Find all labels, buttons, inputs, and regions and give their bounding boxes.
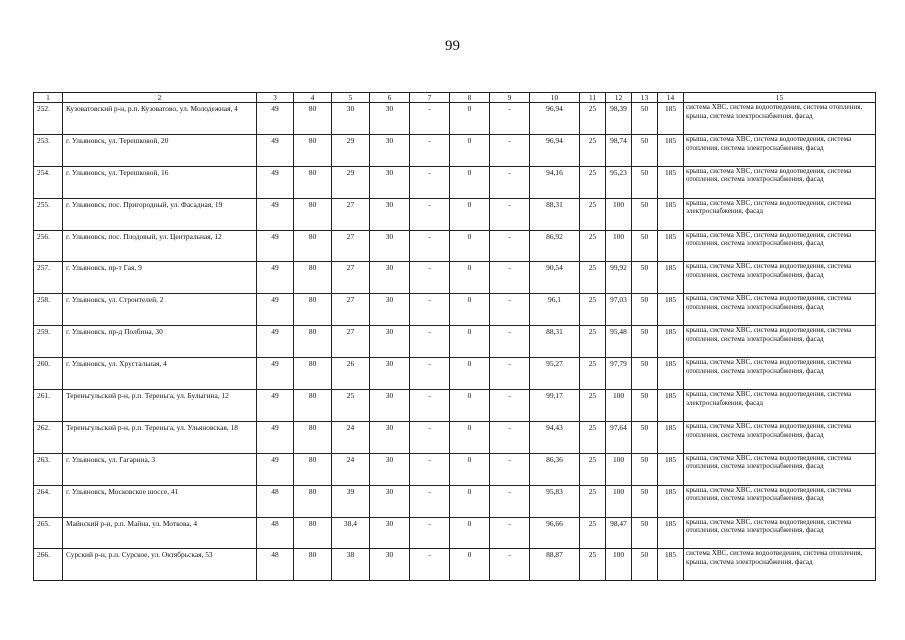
col5-cell: 29 <box>332 166 370 198</box>
col3-cell: 48 <box>257 517 294 549</box>
col5-cell: 26 <box>332 358 370 390</box>
col10-cell: 94,16 <box>530 166 580 198</box>
col6-cell: 30 <box>370 485 410 517</box>
col5-cell: 39 <box>332 485 370 517</box>
header-cell: 2 <box>63 93 257 103</box>
row-number: 261. <box>34 390 63 422</box>
col5-cell: 38,4 <box>332 517 370 549</box>
address-cell: г. Ульяновск, ул. Терешковой, 16 <box>63 166 257 198</box>
col12-cell: 99,92 <box>606 262 632 294</box>
address-cell: г. Ульяновск, ул. Гагарина, 3 <box>63 453 257 485</box>
col8-cell: 0 <box>450 166 490 198</box>
col10-cell: 88,31 <box>530 198 580 230</box>
col3-cell: 49 <box>257 453 294 485</box>
col14-cell: 185 <box>658 103 684 135</box>
col6-cell: 30 <box>370 421 410 453</box>
col4-cell: 80 <box>294 230 332 262</box>
col9-cell: - <box>490 485 530 517</box>
col12-cell: 100 <box>606 549 632 581</box>
col7-cell: - <box>410 358 450 390</box>
header-cell: 1 <box>34 93 63 103</box>
row-number: 252. <box>34 103 63 135</box>
col3-cell: 49 <box>257 262 294 294</box>
header-cell: 11 <box>580 93 606 103</box>
col11-cell: 25 <box>580 390 606 422</box>
works-cell: крыша, система ХВС, система водоотведения, система отопления, система электроснабжения, фасад <box>684 166 876 198</box>
col4-cell: 80 <box>294 390 332 422</box>
col11-cell: 25 <box>580 326 606 358</box>
table-row <box>34 517 876 549</box>
table-row <box>34 294 876 326</box>
col10-cell: 90,54 <box>530 262 580 294</box>
col11-cell: 25 <box>580 166 606 198</box>
col7-cell: - <box>410 230 450 262</box>
header-cell: 3 <box>257 93 294 103</box>
header-cell: 4 <box>294 93 332 103</box>
table-row <box>34 230 876 262</box>
col7-cell: - <box>410 549 450 581</box>
col12-cell: 98,39 <box>606 103 632 135</box>
header-cell: 7 <box>410 93 450 103</box>
col7-cell: - <box>410 262 450 294</box>
col4-cell: 80 <box>294 549 332 581</box>
col8-cell: 0 <box>450 517 490 549</box>
col6-cell: 30 <box>370 230 410 262</box>
header-cell: 8 <box>450 93 490 103</box>
col14-cell: 185 <box>658 134 684 166</box>
header-cell: 12 <box>606 93 632 103</box>
row-number: 256. <box>34 230 63 262</box>
col8-cell: 0 <box>450 358 490 390</box>
col4-cell: 80 <box>294 421 332 453</box>
row-number: 257. <box>34 262 63 294</box>
table-row <box>34 485 876 517</box>
col14-cell: 185 <box>658 517 684 549</box>
col10-cell: 99,17 <box>530 390 580 422</box>
table-row <box>34 326 876 358</box>
col9-cell: - <box>490 166 530 198</box>
works-cell: крыша, система ХВС, система водоотведения, система отопления, система электроснабжения, фасад <box>684 453 876 485</box>
col5-cell: 27 <box>332 262 370 294</box>
col5-cell: 27 <box>332 294 370 326</box>
col8-cell: 0 <box>450 230 490 262</box>
col6-cell: 30 <box>370 198 410 230</box>
col11-cell: 25 <box>580 549 606 581</box>
col12-cell: 98,47 <box>606 517 632 549</box>
col3-cell: 49 <box>257 230 294 262</box>
col12-cell: 100 <box>606 485 632 517</box>
col14-cell: 185 <box>658 358 684 390</box>
col8-cell: 0 <box>450 134 490 166</box>
address-cell: г. Ульяновск, ул. Терешковой, 20 <box>63 134 257 166</box>
works-cell: крыша, система ХВС, система водоотведения, система отопления, система электроснабжения, фасад <box>684 358 876 390</box>
address-cell: Кузоватовский р-н, р.п. Кузоватово, ул. Молодежная, 4 <box>63 103 257 135</box>
address-cell: г. Ульяновск, ул. Хрустальная, 4 <box>63 358 257 390</box>
col8-cell: 0 <box>450 326 490 358</box>
col4-cell: 80 <box>294 294 332 326</box>
col4-cell: 80 <box>294 358 332 390</box>
col11-cell: 25 <box>580 134 606 166</box>
col13-cell: 50 <box>632 326 658 358</box>
col4-cell: 80 <box>294 517 332 549</box>
col9-cell: - <box>490 326 530 358</box>
col4-cell: 80 <box>294 326 332 358</box>
table-row <box>34 262 876 294</box>
address-cell: Тереньгульский р-н, р.п. Тереньга, ул. Ульяновская, 18 <box>63 421 257 453</box>
col7-cell: - <box>410 326 450 358</box>
col9-cell: - <box>490 549 530 581</box>
col12-cell: 95,23 <box>606 166 632 198</box>
works-cell: крыша, система ХВС, система водоотведения, система отопления, система электроснабжения, фасад <box>684 485 876 517</box>
col10-cell: 94,43 <box>530 421 580 453</box>
table-row <box>34 549 876 581</box>
row-number: 259. <box>34 326 63 358</box>
col6-cell: 30 <box>370 453 410 485</box>
col7-cell: - <box>410 517 450 549</box>
col14-cell: 185 <box>658 549 684 581</box>
col11-cell: 25 <box>580 230 606 262</box>
works-cell: система ХВС, система водоотведения, система отопления, крыша, система электроснабжения, фасад <box>684 549 876 581</box>
address-cell: г. Ульяновск, Московское шоссе, 41 <box>63 485 257 517</box>
col12-cell: 97,64 <box>606 421 632 453</box>
col3-cell: 49 <box>257 326 294 358</box>
col5-cell: 38 <box>332 549 370 581</box>
works-cell: крыша, система ХВС, система водоотведения, система электроснабжения, фасад <box>684 390 876 422</box>
col7-cell: - <box>410 453 450 485</box>
col9-cell: - <box>490 294 530 326</box>
col4-cell: 80 <box>294 198 332 230</box>
col6-cell: 30 <box>370 166 410 198</box>
col13-cell: 50 <box>632 134 658 166</box>
col14-cell: 185 <box>658 262 684 294</box>
col6-cell: 30 <box>370 358 410 390</box>
col9-cell: - <box>490 421 530 453</box>
col5-cell: 24 <box>332 453 370 485</box>
address-cell: г. Ульяновск, пр-д Полбина, 30 <box>63 326 257 358</box>
table-row <box>34 198 876 230</box>
col7-cell: - <box>410 103 450 135</box>
works-cell: крыша, система ХВС, система водоотведения, система отопления, система электроснабжения, фасад <box>684 517 876 549</box>
col9-cell: - <box>490 390 530 422</box>
col3-cell: 49 <box>257 198 294 230</box>
col4-cell: 80 <box>294 262 332 294</box>
address-cell: г. Ульяновск, ул. Строителей, 2 <box>63 294 257 326</box>
table-row <box>34 453 876 485</box>
col13-cell: 50 <box>632 358 658 390</box>
col13-cell: 50 <box>632 294 658 326</box>
col6-cell: 30 <box>370 262 410 294</box>
col13-cell: 50 <box>632 166 658 198</box>
col8-cell: 0 <box>450 198 490 230</box>
header-cell: 14 <box>658 93 684 103</box>
works-cell: крыша, система ХВС, система водоотведения, система электроснабжения, фасад <box>684 198 876 230</box>
col13-cell: 50 <box>632 103 658 135</box>
col6-cell: 30 <box>370 134 410 166</box>
col6-cell: 30 <box>370 326 410 358</box>
col9-cell: - <box>490 230 530 262</box>
header-cell: 15 <box>684 93 876 103</box>
col12-cell: 100 <box>606 390 632 422</box>
col14-cell: 185 <box>658 421 684 453</box>
works-cell: крыша, система ХВС, система водоотведения, система отопления, система электроснабжения, фасад <box>684 421 876 453</box>
page-number: 99 <box>445 38 460 54</box>
col5-cell: 29 <box>332 134 370 166</box>
header-cell: 9 <box>490 93 530 103</box>
col4-cell: 80 <box>294 485 332 517</box>
col12-cell: 100 <box>606 453 632 485</box>
col12-cell: 100 <box>606 230 632 262</box>
col14-cell: 185 <box>658 166 684 198</box>
col13-cell: 50 <box>632 485 658 517</box>
col4-cell: 80 <box>294 134 332 166</box>
col12-cell: 97,79 <box>606 358 632 390</box>
col3-cell: 48 <box>257 485 294 517</box>
col6-cell: 30 <box>370 549 410 581</box>
col13-cell: 50 <box>632 549 658 581</box>
col11-cell: 25 <box>580 421 606 453</box>
col13-cell: 50 <box>632 262 658 294</box>
address-cell: г. Ульяновск, пос. Пригородный, ул. Фасадная, 19 <box>63 198 257 230</box>
col7-cell: - <box>410 421 450 453</box>
col14-cell: 185 <box>658 326 684 358</box>
col10-cell: 88,87 <box>530 549 580 581</box>
table-row <box>34 421 876 453</box>
col9-cell: - <box>490 262 530 294</box>
col11-cell: 25 <box>580 294 606 326</box>
table-row <box>34 103 876 135</box>
col3-cell: 49 <box>257 294 294 326</box>
col14-cell: 185 <box>658 485 684 517</box>
row-number: 266. <box>34 549 63 581</box>
col8-cell: 0 <box>450 485 490 517</box>
works-cell: крыша, система ХВС, система водоотведения, система отопления, система электроснабжения, фасад <box>684 134 876 166</box>
col7-cell: - <box>410 294 450 326</box>
col9-cell: - <box>490 134 530 166</box>
col4-cell: 80 <box>294 166 332 198</box>
col13-cell: 50 <box>632 230 658 262</box>
col14-cell: 185 <box>658 198 684 230</box>
col5-cell: 30 <box>332 103 370 135</box>
col3-cell: 48 <box>257 549 294 581</box>
header-cell: 5 <box>332 93 370 103</box>
works-cell: система ХВС, система водоотведения, система отопления, крыша, система электроснабжения, фасад <box>684 103 876 135</box>
col12-cell: 98,74 <box>606 134 632 166</box>
col9-cell: - <box>490 358 530 390</box>
col13-cell: 50 <box>632 421 658 453</box>
col7-cell: - <box>410 485 450 517</box>
col14-cell: 185 <box>658 230 684 262</box>
col11-cell: 25 <box>580 517 606 549</box>
col8-cell: 0 <box>450 549 490 581</box>
col10-cell: 95,27 <box>530 358 580 390</box>
header-cell: 13 <box>632 93 658 103</box>
address-cell: Тереньгульский р-н, р.п. Тереньга, ул. Булыгина, 12 <box>63 390 257 422</box>
col10-cell: 88,31 <box>530 326 580 358</box>
col7-cell: - <box>410 198 450 230</box>
col10-cell: 86,92 <box>530 230 580 262</box>
col6-cell: 30 <box>370 517 410 549</box>
works-cell: крыша, система ХВС, система водоотведения, система отопления, система электроснабжения, фасад <box>684 230 876 262</box>
header-cell: 10 <box>530 93 580 103</box>
row-number: 262. <box>34 421 63 453</box>
col7-cell: - <box>410 166 450 198</box>
col11-cell: 25 <box>580 103 606 135</box>
col5-cell: 27 <box>332 198 370 230</box>
col3-cell: 49 <box>257 134 294 166</box>
col11-cell: 25 <box>580 198 606 230</box>
works-cell: крыша, система ХВС, система водоотведения, система отопления, система электроснабжения, фасад <box>684 262 876 294</box>
col6-cell: 30 <box>370 390 410 422</box>
col10-cell: 96,1 <box>530 294 580 326</box>
col6-cell: 30 <box>370 294 410 326</box>
col7-cell: - <box>410 134 450 166</box>
col8-cell: 0 <box>450 453 490 485</box>
row-number: 264. <box>34 485 63 517</box>
col3-cell: 49 <box>257 390 294 422</box>
col9-cell: - <box>490 517 530 549</box>
col9-cell: - <box>490 103 530 135</box>
table-row <box>34 358 876 390</box>
col6-cell: 30 <box>370 103 410 135</box>
col5-cell: 25 <box>332 390 370 422</box>
row-number: 260. <box>34 358 63 390</box>
col11-cell: 25 <box>580 358 606 390</box>
col5-cell: 27 <box>332 230 370 262</box>
row-number: 254. <box>34 166 63 198</box>
table-row <box>34 390 876 422</box>
col9-cell: - <box>490 453 530 485</box>
row-number: 258. <box>34 294 63 326</box>
col11-cell: 25 <box>580 485 606 517</box>
col12-cell: 97,03 <box>606 294 632 326</box>
col11-cell: 25 <box>580 453 606 485</box>
row-number: 253. <box>34 134 63 166</box>
address-cell: г. Ульяновск, пос. Плодовый, ул. Центральная, 12 <box>63 230 257 262</box>
header-row <box>34 93 876 103</box>
table-row <box>34 166 876 198</box>
col10-cell: 86,36 <box>530 453 580 485</box>
col13-cell: 50 <box>632 390 658 422</box>
col8-cell: 0 <box>450 421 490 453</box>
col8-cell: 0 <box>450 262 490 294</box>
col10-cell: 96,94 <box>530 134 580 166</box>
col10-cell: 95,83 <box>530 485 580 517</box>
col3-cell: 49 <box>257 103 294 135</box>
row-number: 263. <box>34 453 63 485</box>
col10-cell: 96,94 <box>530 103 580 135</box>
col13-cell: 50 <box>632 517 658 549</box>
row-number: 265. <box>34 517 63 549</box>
works-cell: крыша, система ХВС, система водоотведения, система отопления, система электроснабжения, фасад <box>684 326 876 358</box>
col14-cell: 185 <box>658 294 684 326</box>
col14-cell: 185 <box>658 453 684 485</box>
col12-cell: 100 <box>606 198 632 230</box>
buildings-table <box>33 92 876 581</box>
col14-cell: 185 <box>658 390 684 422</box>
col11-cell: 25 <box>580 262 606 294</box>
col3-cell: 49 <box>257 421 294 453</box>
col4-cell: 80 <box>294 103 332 135</box>
col8-cell: 0 <box>450 390 490 422</box>
table-row <box>34 134 876 166</box>
address-cell: Майнский р-н, р.п. Майна, ул. Моткова, 4 <box>63 517 257 549</box>
col13-cell: 50 <box>632 453 658 485</box>
col4-cell: 80 <box>294 453 332 485</box>
row-number: 255. <box>34 198 63 230</box>
col7-cell: - <box>410 390 450 422</box>
col8-cell: 0 <box>450 103 490 135</box>
col13-cell: 50 <box>632 198 658 230</box>
col8-cell: 0 <box>450 294 490 326</box>
col9-cell: - <box>490 198 530 230</box>
works-cell: крыша, система ХВС, система водоотведения, система отопления, система электроснабжения, фасад <box>684 294 876 326</box>
col12-cell: 95,48 <box>606 326 632 358</box>
col5-cell: 27 <box>332 326 370 358</box>
header-cell: 6 <box>370 93 410 103</box>
col10-cell: 96,66 <box>530 517 580 549</box>
col3-cell: 49 <box>257 358 294 390</box>
col3-cell: 49 <box>257 166 294 198</box>
col5-cell: 24 <box>332 421 370 453</box>
address-cell: Сурский р-н, р.п. Сурское, ул. Октябрьская, 53 <box>63 549 257 581</box>
address-cell: г. Ульяновск, пр-т Гая, 9 <box>63 262 257 294</box>
